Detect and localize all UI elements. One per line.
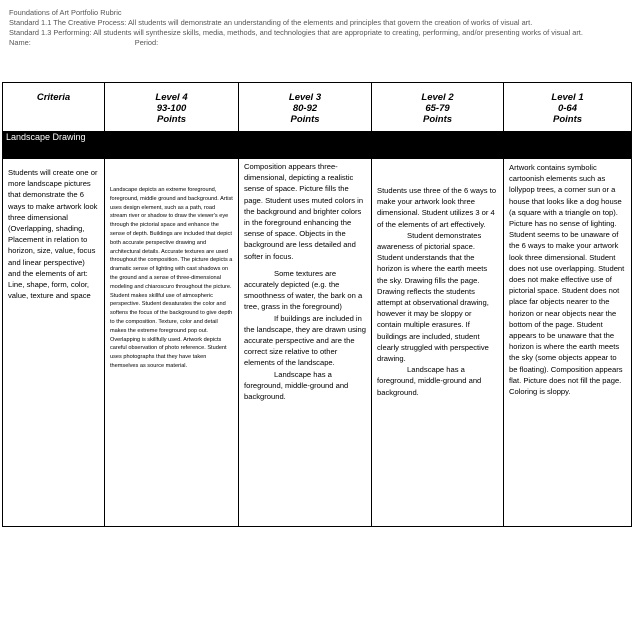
level-1-header: Level 1 0-64 Points	[504, 83, 632, 132]
name-period-row	[9, 38, 624, 48]
section-band	[3, 132, 632, 159]
level-3-header: Level 3 80-92 Points	[239, 83, 372, 132]
rubric-title: Foundations of Art Portfolio Rubric	[9, 8, 122, 17]
criteria-header: Criteria	[3, 83, 105, 132]
standard-1-3: Standard 1.3 Performing: All students will synthesize skills, media, methods, and technologies that are appropriate to creating, performing, and/or presenting works of visual art.	[9, 28, 583, 37]
level-3-cell: Composition appears three-dimensional, depicting a realistic sense of space. Picture fills the page. Student uses muted colors in the background and brighter colors in the foreground enhancing the sense of space. Objects in the background are less detailed and softer in focus. Some textures are accurately depicted (e.g. the smoothness of water, the bark on a tree, grass in the foreground) If buildings are included in the landscape, they are drawn using accurate perspective and are the correct size relative to other elements of the landscape. Landscape has a foreground, middle-ground and background.	[239, 159, 372, 527]
document-header	[9, 8, 624, 48]
level-4-header: Level 4 93-100 Points	[105, 83, 239, 132]
level-2-header: Level 2 65-79 Points	[372, 83, 504, 132]
header-row	[3, 83, 632, 132]
level-4-cell: Landscape depicts an extreme foreground, foreground, middle ground and background. Artist uses design element, such as a path, road stream river or shadow to draw the viewer's eye through the pictorial space and enhance the sense of depth. Buildings are included that depict both accurate perspective drawing and architectural details. Accurate textures are used throughout the composition. The picture depicts a dramatic sense of lighting with cast shadows on the ground and a sense of three-dimensional modeling and chiaroscuro throughout the picture. Student makes skillful use of atmospheric perspective. Student desaturates the color and softens the focus of the background to give depth to the composition. Texture, color and detail makes the extreme foreground pop out. Overlapping is skillfully used. Artwork depicts careful observation of photo reference. Student uses photographs that they have taken themselves as source material.	[105, 159, 239, 527]
standard-1-1: Standard 1.1 The Creative Process: All students will demonstrate an understanding of the elements and principles that govern the creation of works of visual art.	[9, 18, 533, 27]
criteria-cell: Students will create one or more landscape pictures that demonstrate the 6 ways to make artwork look three dimensional (Overlapping, shading, Placement in relation to horizon, size, value, focus and linear perspective) and the elements of art: Line, shape, form, color, value, texture and space	[3, 159, 105, 527]
period-label: Period:	[134, 38, 159, 47]
section-title: Landscape Drawing	[3, 132, 632, 159]
name-label: Name:	[9, 38, 31, 47]
rubric-row-landscape	[3, 159, 632, 527]
level-2-cell: Students use three of the 6 ways to make your artwork look three dimensional. Student utilizes 3 or 4 of the elements of art effectively. Student demonstrates awareness of pictorial space. Student understands that the horizon is where the earth meets the sky. Drawing fills the page. Drawing reflects the students attempt at observational drawing, however it may be sloppy or contain multiple erasures. If buildings are included, student clearly struggled with perspective drawing. Landscape has a foreground, middle-ground and background.	[372, 159, 504, 527]
level-1-cell: Artwork contains symbolic cartoonish elements such as lollypop trees, a corner sun or a house that looks like a dog house (a square with a triangle on top). Picture has no sense of lighting. Student seems to be unaware of the 6 ways to make your artwork look three dimensional. Student does not use overlapping. Student does not make effective use of pictorial space. Student does not place far objects nearer to the horizon or near objects near the bottom of the page. Student appears to be unaware that the horizon is where the earth meets the sky (some objects appear to be floating). Composition appears flat. Picture does not fill the page. Coloring is sloppy.	[504, 159, 632, 527]
rubric-table	[2, 82, 632, 527]
